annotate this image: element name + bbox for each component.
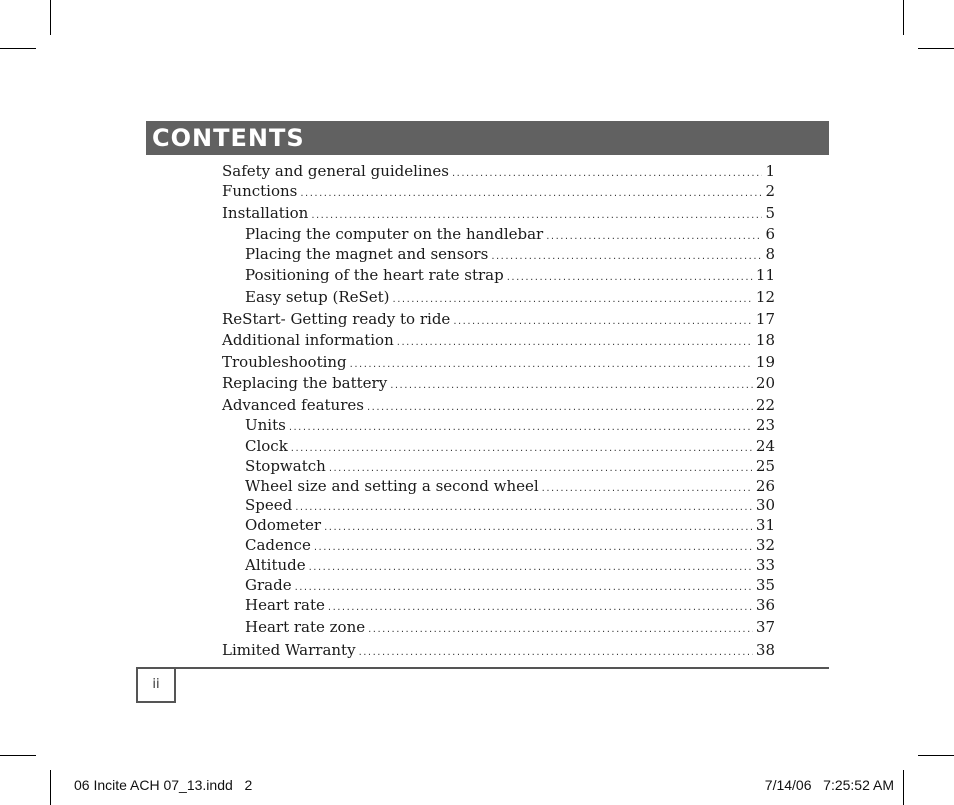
toc-entry-page: 32	[755, 536, 775, 554]
toc-entry	[222, 352, 775, 372]
toc-entry	[245, 535, 775, 555]
toc-entry-title: Cadence	[245, 536, 311, 554]
crop-mark-bottom-right-vertical	[903, 770, 904, 805]
toc-entry-page: 35	[755, 576, 775, 594]
toc-entry-page: 24	[755, 437, 775, 455]
toc-entry-title: ReStart- Getting ready to ride	[222, 310, 451, 328]
toc-entry	[222, 373, 775, 393]
toc-entry-title: Additional information	[222, 331, 394, 349]
crop-mark-top-left-horizontal	[0, 48, 36, 49]
toc-entry-page: 1	[765, 162, 775, 180]
toc-entry	[245, 265, 775, 285]
crop-mark-top-right-horizontal	[918, 48, 954, 49]
toc-entry-page: 20	[755, 374, 775, 392]
crop-mark-top-left-vertical	[50, 0, 51, 35]
toc-entry-page: 12	[755, 288, 775, 306]
toc-entry-page: 26	[755, 477, 775, 495]
toc-entry	[245, 287, 775, 307]
toc-entry-page: 2	[765, 182, 775, 200]
toc-entry-page: 19	[755, 353, 775, 371]
toc-leader-dots	[350, 355, 753, 375]
toc-entry-page: 36	[755, 596, 775, 614]
toc-leader-dots	[368, 620, 753, 640]
toc-entry	[222, 309, 775, 329]
toc-leader-dots	[393, 290, 753, 310]
toc-entry	[222, 203, 775, 223]
crop-mark-top-right-vertical	[903, 0, 904, 35]
toc-entry-title: Functions	[222, 182, 298, 200]
toc-entry	[222, 161, 775, 181]
slug-file-name: 06 Incite ACH 07_13.indd 2	[74, 777, 253, 793]
toc-entry	[222, 395, 775, 415]
toc-entry-title: Altitude	[245, 556, 306, 574]
toc-entry-title: Troubleshooting	[222, 353, 347, 371]
toc-entry-page: 25	[755, 457, 775, 475]
toc-entry-title: Heart rate	[245, 596, 325, 614]
toc-leader-dots	[390, 376, 753, 396]
toc-entry	[245, 555, 775, 575]
toc-entry-page: 23	[755, 416, 775, 434]
toc-entry-page: 30	[755, 496, 775, 514]
toc-leader-dots	[300, 184, 762, 204]
toc-entry	[245, 476, 775, 496]
toc-entry-title: Easy setup (ReSet)	[245, 288, 390, 306]
toc-entry-title: Speed	[245, 496, 293, 514]
page-number: ii	[152, 677, 160, 692]
toc-entry-title: Wheel size and setting a second wheel	[245, 477, 539, 495]
crop-mark-bottom-right-horizontal	[918, 755, 954, 756]
toc-entry	[222, 640, 775, 660]
toc-entry	[245, 575, 775, 595]
toc-leader-dots	[289, 418, 753, 438]
page-number-box	[136, 667, 176, 703]
toc-entry	[245, 515, 775, 535]
toc-entry-page: 5	[765, 204, 775, 222]
toc-entry-title: Grade	[245, 576, 292, 594]
crop-mark-bottom-left-horizontal	[0, 755, 36, 756]
toc-entry-title: Odometer	[245, 516, 322, 534]
toc-leader-dots	[453, 312, 753, 332]
toc-entry-page: 8	[765, 245, 775, 263]
toc-entry	[245, 617, 775, 637]
crop-mark-bottom-left-vertical	[50, 770, 51, 805]
toc-entry-page: 22	[755, 396, 775, 414]
toc-entry	[245, 224, 775, 244]
toc-entry	[222, 330, 775, 350]
toc-entry-page: 31	[755, 516, 775, 534]
toc-entry-title: Safety and general guidelines	[222, 162, 449, 180]
toc-leader-dots	[311, 206, 762, 226]
toc-leader-dots	[397, 333, 753, 353]
slug-timestamp: 7/14/06 7:25:52 AM	[764, 777, 894, 793]
toc-leader-dots	[491, 247, 762, 267]
toc-entry-page: 18	[755, 331, 775, 349]
toc-leader-dots	[507, 268, 753, 288]
toc-entry	[245, 456, 775, 476]
toc-entry-page: 17	[755, 310, 775, 328]
toc-entry-page: 11	[755, 266, 775, 284]
toc-entry-title: Heart rate zone	[245, 618, 366, 636]
toc-entry-title: Stopwatch	[245, 457, 326, 475]
toc-entry	[245, 436, 775, 456]
toc-entry	[245, 415, 775, 435]
toc-entry-title: Placing the computer on the handlebar	[245, 225, 544, 243]
toc-entry	[245, 495, 775, 515]
toc-entry-title: Limited Warranty	[222, 641, 356, 659]
toc-leader-dots	[328, 598, 753, 618]
footer-rule	[174, 667, 829, 669]
toc-entry-title: Clock	[245, 437, 288, 455]
toc-entry-title: Installation	[222, 204, 309, 222]
page-title: CONTENTS	[152, 124, 305, 152]
toc-entry	[245, 244, 775, 264]
toc-entry-title: Placing the magnet and sensors	[245, 245, 489, 263]
toc-entry-title: Positioning of the heart rate strap	[245, 266, 504, 284]
toc-entry	[245, 595, 775, 615]
toc-entry	[222, 181, 775, 201]
toc-entry-title: Units	[245, 416, 286, 434]
toc-entry-title: Replacing the battery	[222, 374, 388, 392]
toc-entry-page: 37	[755, 618, 775, 636]
toc-entry-page: 33	[755, 556, 775, 574]
toc-leader-dots	[359, 643, 753, 663]
toc-entry-title: Advanced features	[222, 396, 364, 414]
toc-entry-page: 6	[765, 225, 775, 243]
toc-entry-page: 38	[755, 641, 775, 659]
contents-header-bar	[146, 121, 829, 155]
